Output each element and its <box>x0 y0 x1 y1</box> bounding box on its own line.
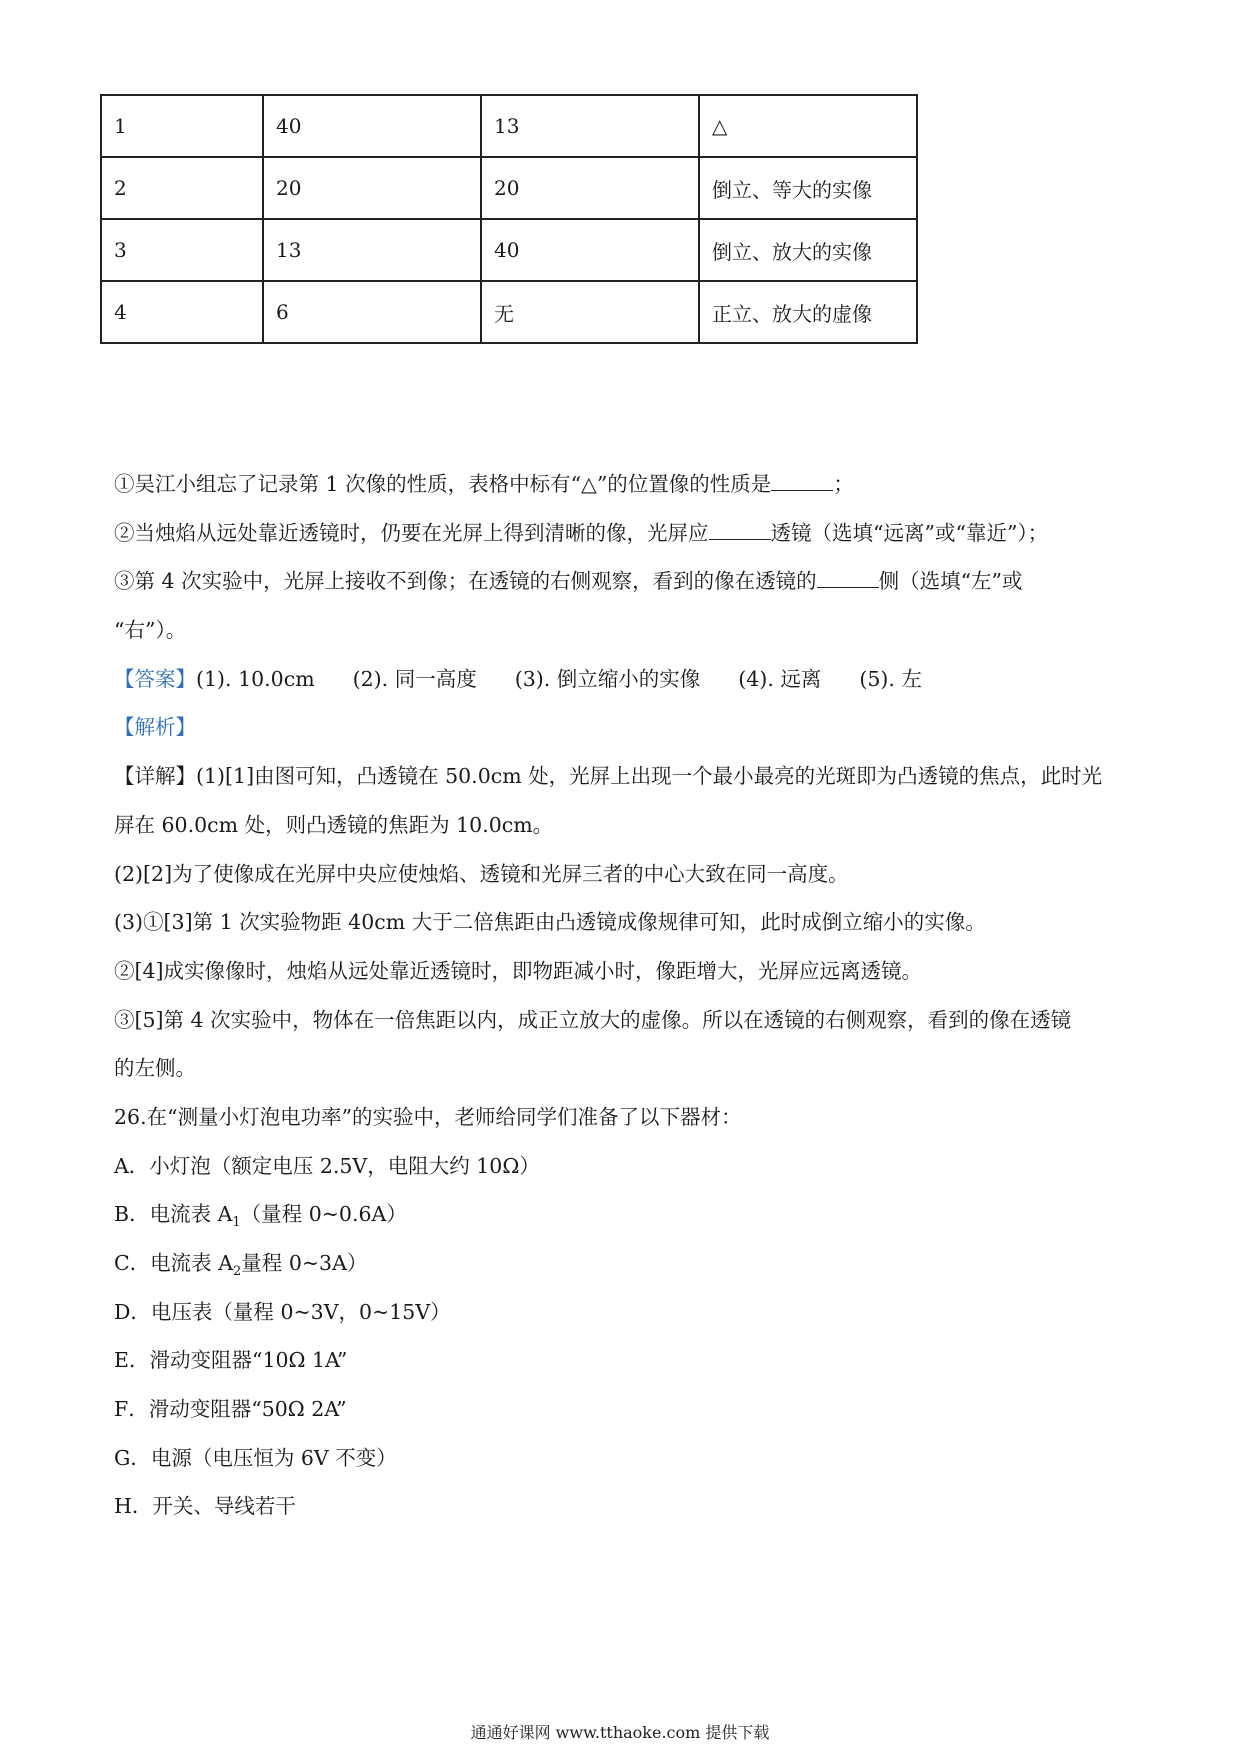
subscript: 1 <box>232 1215 241 1231</box>
option-c-text-end: 量程 0~3A） <box>241 1251 368 1275</box>
table-cell: 2 <box>101 157 263 219</box>
option-a: A．小灯泡（额定电压 2.5V，电阻大约 10Ω） <box>114 1153 540 1178</box>
question-item-1 <box>114 460 1134 509</box>
option-b <box>114 1190 1134 1239</box>
table-cell: 6 <box>263 281 481 343</box>
question-item-3 <box>114 557 1134 606</box>
table-cell: 3 <box>101 219 263 281</box>
question-item-2 <box>114 509 1134 558</box>
table-cell: 13 <box>263 219 481 281</box>
table-cell: 倒立、放大的实像 <box>699 219 917 281</box>
table-cell: 1 <box>101 95 263 157</box>
page-footer: 通通好课网 www.tthaoke.com 提供下载 <box>470 1723 770 1742</box>
analysis-line: 的左侧。 <box>114 1056 196 1081</box>
option-e: E．滑动变阻器“10Ω 1A” <box>114 1348 348 1373</box>
table-cell: 无 <box>481 281 699 343</box>
experiment-table <box>100 94 918 344</box>
answer-blank <box>709 519 771 540</box>
option-h: H．开关、导线若干 <box>114 1494 296 1519</box>
question-text-end: ； <box>833 472 854 496</box>
answer-item: (2). 同一高度 <box>352 666 477 691</box>
answer-item: (4). 远离 <box>738 666 822 691</box>
analysis-line: 【详解】(1)[1]由图可知，凸透镜在 50.0cm 处，光屏上出现一个最小最亮的光斑即为凸透镜的焦点，此时光 <box>114 764 1103 789</box>
answer-line <box>114 655 1134 704</box>
option-b-text: B．电流表 A <box>114 1202 233 1227</box>
answer-tag: 【答案】 <box>114 666 196 691</box>
question-text: ①吴江小组忘了记录第 1 次像的性质，表格中标有“△”的位置像的性质是 <box>114 472 772 496</box>
table-row <box>101 157 917 219</box>
option-c <box>114 1239 1134 1288</box>
table-body <box>101 95 917 343</box>
option-d: D．电压表（量程 0~3V，0~15V） <box>114 1299 451 1324</box>
table-cell: 20 <box>481 157 699 219</box>
table-cell: 13 <box>481 95 699 157</box>
table-row <box>101 95 917 157</box>
answer-item: (1). 10.0cm <box>196 666 315 691</box>
analysis-line: (2)[2]为了使像成在光屏中央应使烛焰、透镜和光屏三者的中心大致在同一高度。 <box>114 861 849 886</box>
analysis-line: ②[4]成实像像时，烛焰从远处靠近透镜时，即物距减小时，像距增大，光屏应远离透镜。 <box>114 958 923 983</box>
table-cell: 40 <box>263 95 481 157</box>
analysis-line: ③[5]第 4 次实验中，物体在一倍焦距以内，成正立放大的虚像。所以在透镜的右侧观察，看到的像在透镜 <box>114 1007 1072 1032</box>
table-cell: △ <box>699 95 917 157</box>
table-cell: 40 <box>481 219 699 281</box>
question-text-end: 侧（选填“左”或 <box>878 569 1023 594</box>
table-cell: 倒立、等大的实像 <box>699 157 917 219</box>
analysis-line: (3)①[3]第 1 次实验物距 40cm 大于二倍焦距由凸透镜成像规律可知，此时成倒立缩小的实像。 <box>114 910 986 935</box>
question-26-stem: 26.在“测量小灯泡电功率”的实验中，老师给同学们准备了以下器材： <box>114 1104 742 1129</box>
answer-item: (5). 左 <box>859 666 922 691</box>
analysis-tag: 【解析】 <box>114 715 196 740</box>
option-g: G．电源（电压恒为 6V 不变） <box>114 1445 397 1470</box>
content-body <box>114 460 1134 1531</box>
option-c-text: C．电流表 A <box>114 1251 234 1275</box>
option-f: F．滑动变阻器“50Ω 2A” <box>114 1397 347 1422</box>
subscript: 2 <box>233 1264 242 1280</box>
analysis-line: 屏在 60.0cm 处，则凸透镜的焦距为 10.0cm。 <box>114 812 554 837</box>
question-text-end: 透镜（选填“远离”或“靠近”）； <box>770 520 1049 545</box>
answer-item: (3). 倒立缩小的实像 <box>514 666 701 691</box>
question-text: ②当烛焰从远处靠近透镜时，仍要在光屏上得到清晰的像，光屏应 <box>114 520 709 545</box>
table-cell: 4 <box>101 281 263 343</box>
question-item-3-cont: “右”）。 <box>114 618 187 643</box>
table-row <box>101 281 917 343</box>
table-row <box>101 219 917 281</box>
table-cell: 20 <box>263 157 481 219</box>
answer-blank <box>771 470 833 491</box>
option-b-text-end: （量程 0~0.6A） <box>240 1202 407 1227</box>
question-text: ③第 4 次实验中，光屏上接收不到像；在透镜的右侧观察，看到的像在透镜的 <box>114 569 817 594</box>
answer-blank <box>817 567 879 588</box>
table-cell: 正立、放大的虚像 <box>699 281 917 343</box>
